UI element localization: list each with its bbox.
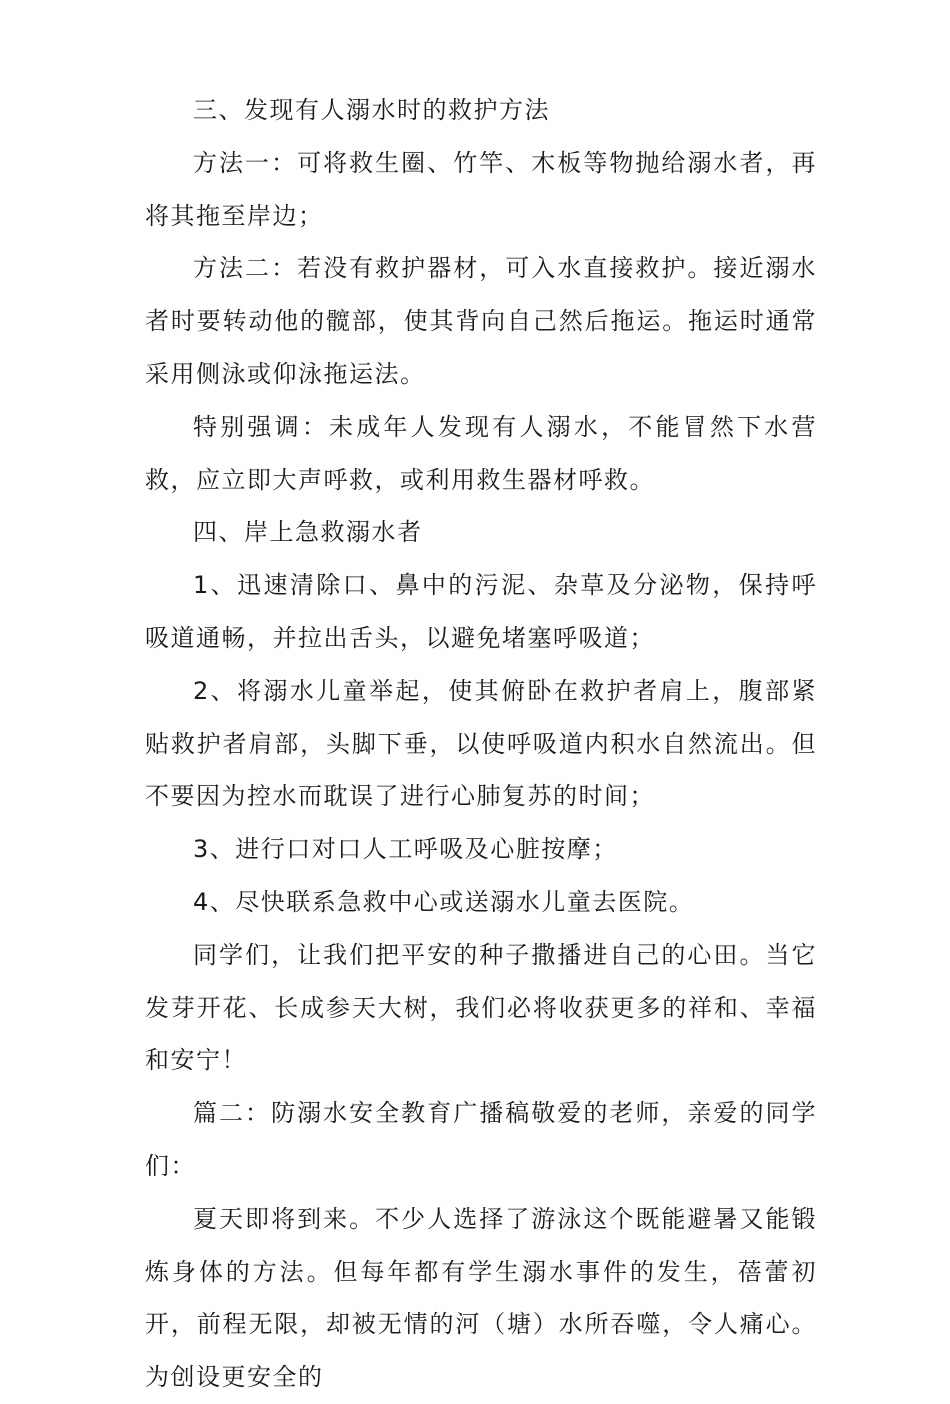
paragraph-special-emphasis: 特别强调：未成年人发现有人溺水，不能冒然下水营救，应立即大声呼救，或利用救生器材呼救。 — [145, 412, 817, 494]
list-item-step-2: 2、将溺水儿童举起，使其俯卧在救护者肩上，腹部紧贴救护者肩部，头脚下垂，以使呼吸道内积水自然流出。但不要因为控水而耽误了进行心肺复苏的时间； — [145, 676, 817, 811]
list-item-step-1: 1、迅速清除口、鼻中的污泥、杂草及分泌物，保持呼吸道通畅，并拉出舌头，以避免堵塞呼吸道； — [145, 571, 817, 652]
paragraph-method-two: 方法二：若没有救护器材，可入水直接救护。接近溺水者时要转动他的髋部，使其背向自己然后拖运。拖运时通常采用侧泳或仰泳拖运法。 — [145, 254, 817, 388]
section-heading-shore-first-aid: 四、岸上急救溺水者 — [193, 518, 423, 547]
paragraph-method-one: 方法一：可将救生圈、竹竿、木板等物抛给溺水者，再将其拖至岸边； — [145, 148, 817, 230]
section-heading-rescue-methods: 三、发现有人溺水时的救护方法 — [193, 96, 550, 124]
document-body — [145, 84, 817, 1404]
list-item-step-4: 4、尽快联系急救中心或送溺水儿童去医院。 — [193, 887, 695, 916]
list-item-step-3: 3、进行口对口人工呼吸及心脏按摩； — [193, 835, 618, 864]
paragraph-part-two-heading: 篇二：防溺水安全教育广播稿敬爱的老师，亲爱的同学们： — [145, 1099, 817, 1180]
paragraph-summer-intro: 夏天即将到来。不少人选择了游泳这个既能避暑又能锻炼身体的方法。但每年都有学生溺水事件的发生，蓓蕾初开，前程无限，却被无情的河（塘）水所吞噬，令人痛心。为创设更安全的 — [145, 1204, 817, 1392]
paragraph-closing-message: 同学们，让我们把平安的种子撒播进自己的心田。当它发芽开花、长成参天大树，我们必将收获更多的祥和、幸福和安宁！ — [145, 940, 817, 1075]
